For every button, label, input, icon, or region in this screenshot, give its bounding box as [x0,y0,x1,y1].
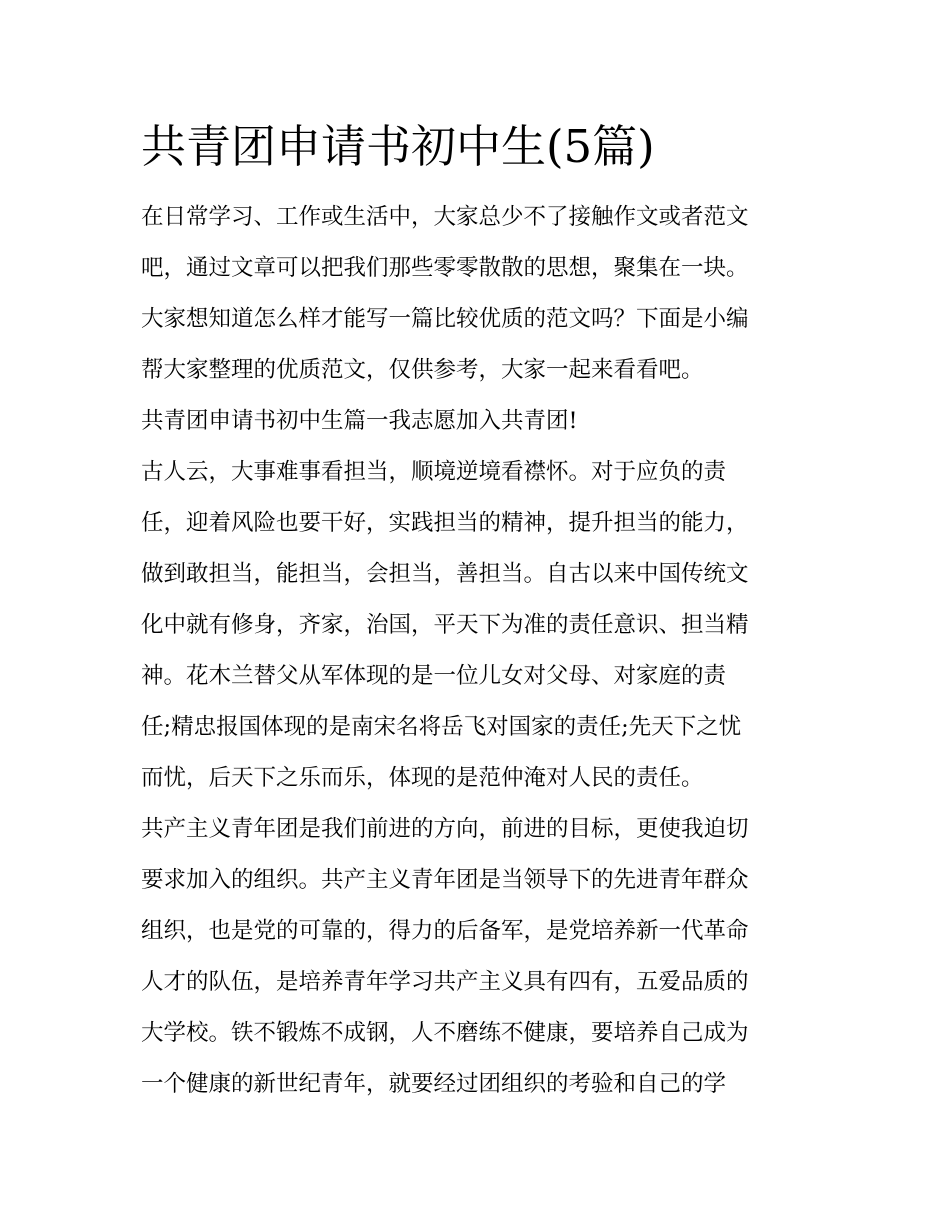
paragraph-intro [141,192,816,396]
text-line: 组织，也是党的可靠的，得力的后备军，是党培养新一代革命 [141,918,749,944]
text-line: 神。花木兰替父从军体现的是一位儿女对父母、对家庭的责 [141,663,727,689]
text-line: 一个健康的新世纪青年，就要经过团组织的考验和自己的学 [141,1071,727,1097]
text-line: 大学校。铁不锻炼不成钢，人不磨练不健康，要培养自己成为 [141,1020,749,1046]
text-line: 帮大家整理的优质范文，仅供参考，大家一起来看看吧。 [141,357,704,383]
text-line: 人才的队伍，是培养青年学习共产主义具有四有，五爱品质的 [141,969,749,995]
text-line: 大家想知道怎么样才能写一篇比较优质的范文吗？下面是小编 [141,306,749,332]
text-line: 共青团申请书初中生篇一我志愿加入共青团! [141,408,578,434]
text-line: 任;精忠报国体现的是南宋名将岳飞对国家的责任;先天下之忧 [141,714,742,740]
text-line: 吧，通过文章可以把我们那些零零散散的思想，聚集在一块。 [141,255,749,281]
paragraph-body-1 [141,447,816,804]
document-title: 共青团申请书初中生(5篇) [141,120,655,173]
text-line: 任，迎着风险也要干好，实践担当的精神，提升担当的能力， [141,510,749,536]
text-line: 化中就有修身，齐家，治国，平天下为准的责任意识、担当精 [141,612,749,638]
text-line: 古人云，大事难事看担当，顺境逆境看襟怀。对于应负的责 [141,459,727,485]
paragraph-section-heading [141,396,816,447]
text-line: 而忧，后天下之乐而乐，体现的是范仲淹对人民的责任。 [141,765,704,791]
text-line: 要求加入的组织。共产主义青年团是当领导下的先进青年群众 [141,867,749,893]
document-body [141,116,816,1110]
paragraph-body-2 [141,804,816,1110]
text-line: 共产主义青年团是我们前进的方向，前进的目标，更使我迫切 [141,816,749,842]
text-line: 在日常学习、工作或生活中，大家总少不了接触作文或者范文 [141,204,749,230]
text-line: 做到敢担当，能担当，会担当，善担当。自古以来中国传统文 [141,561,749,587]
